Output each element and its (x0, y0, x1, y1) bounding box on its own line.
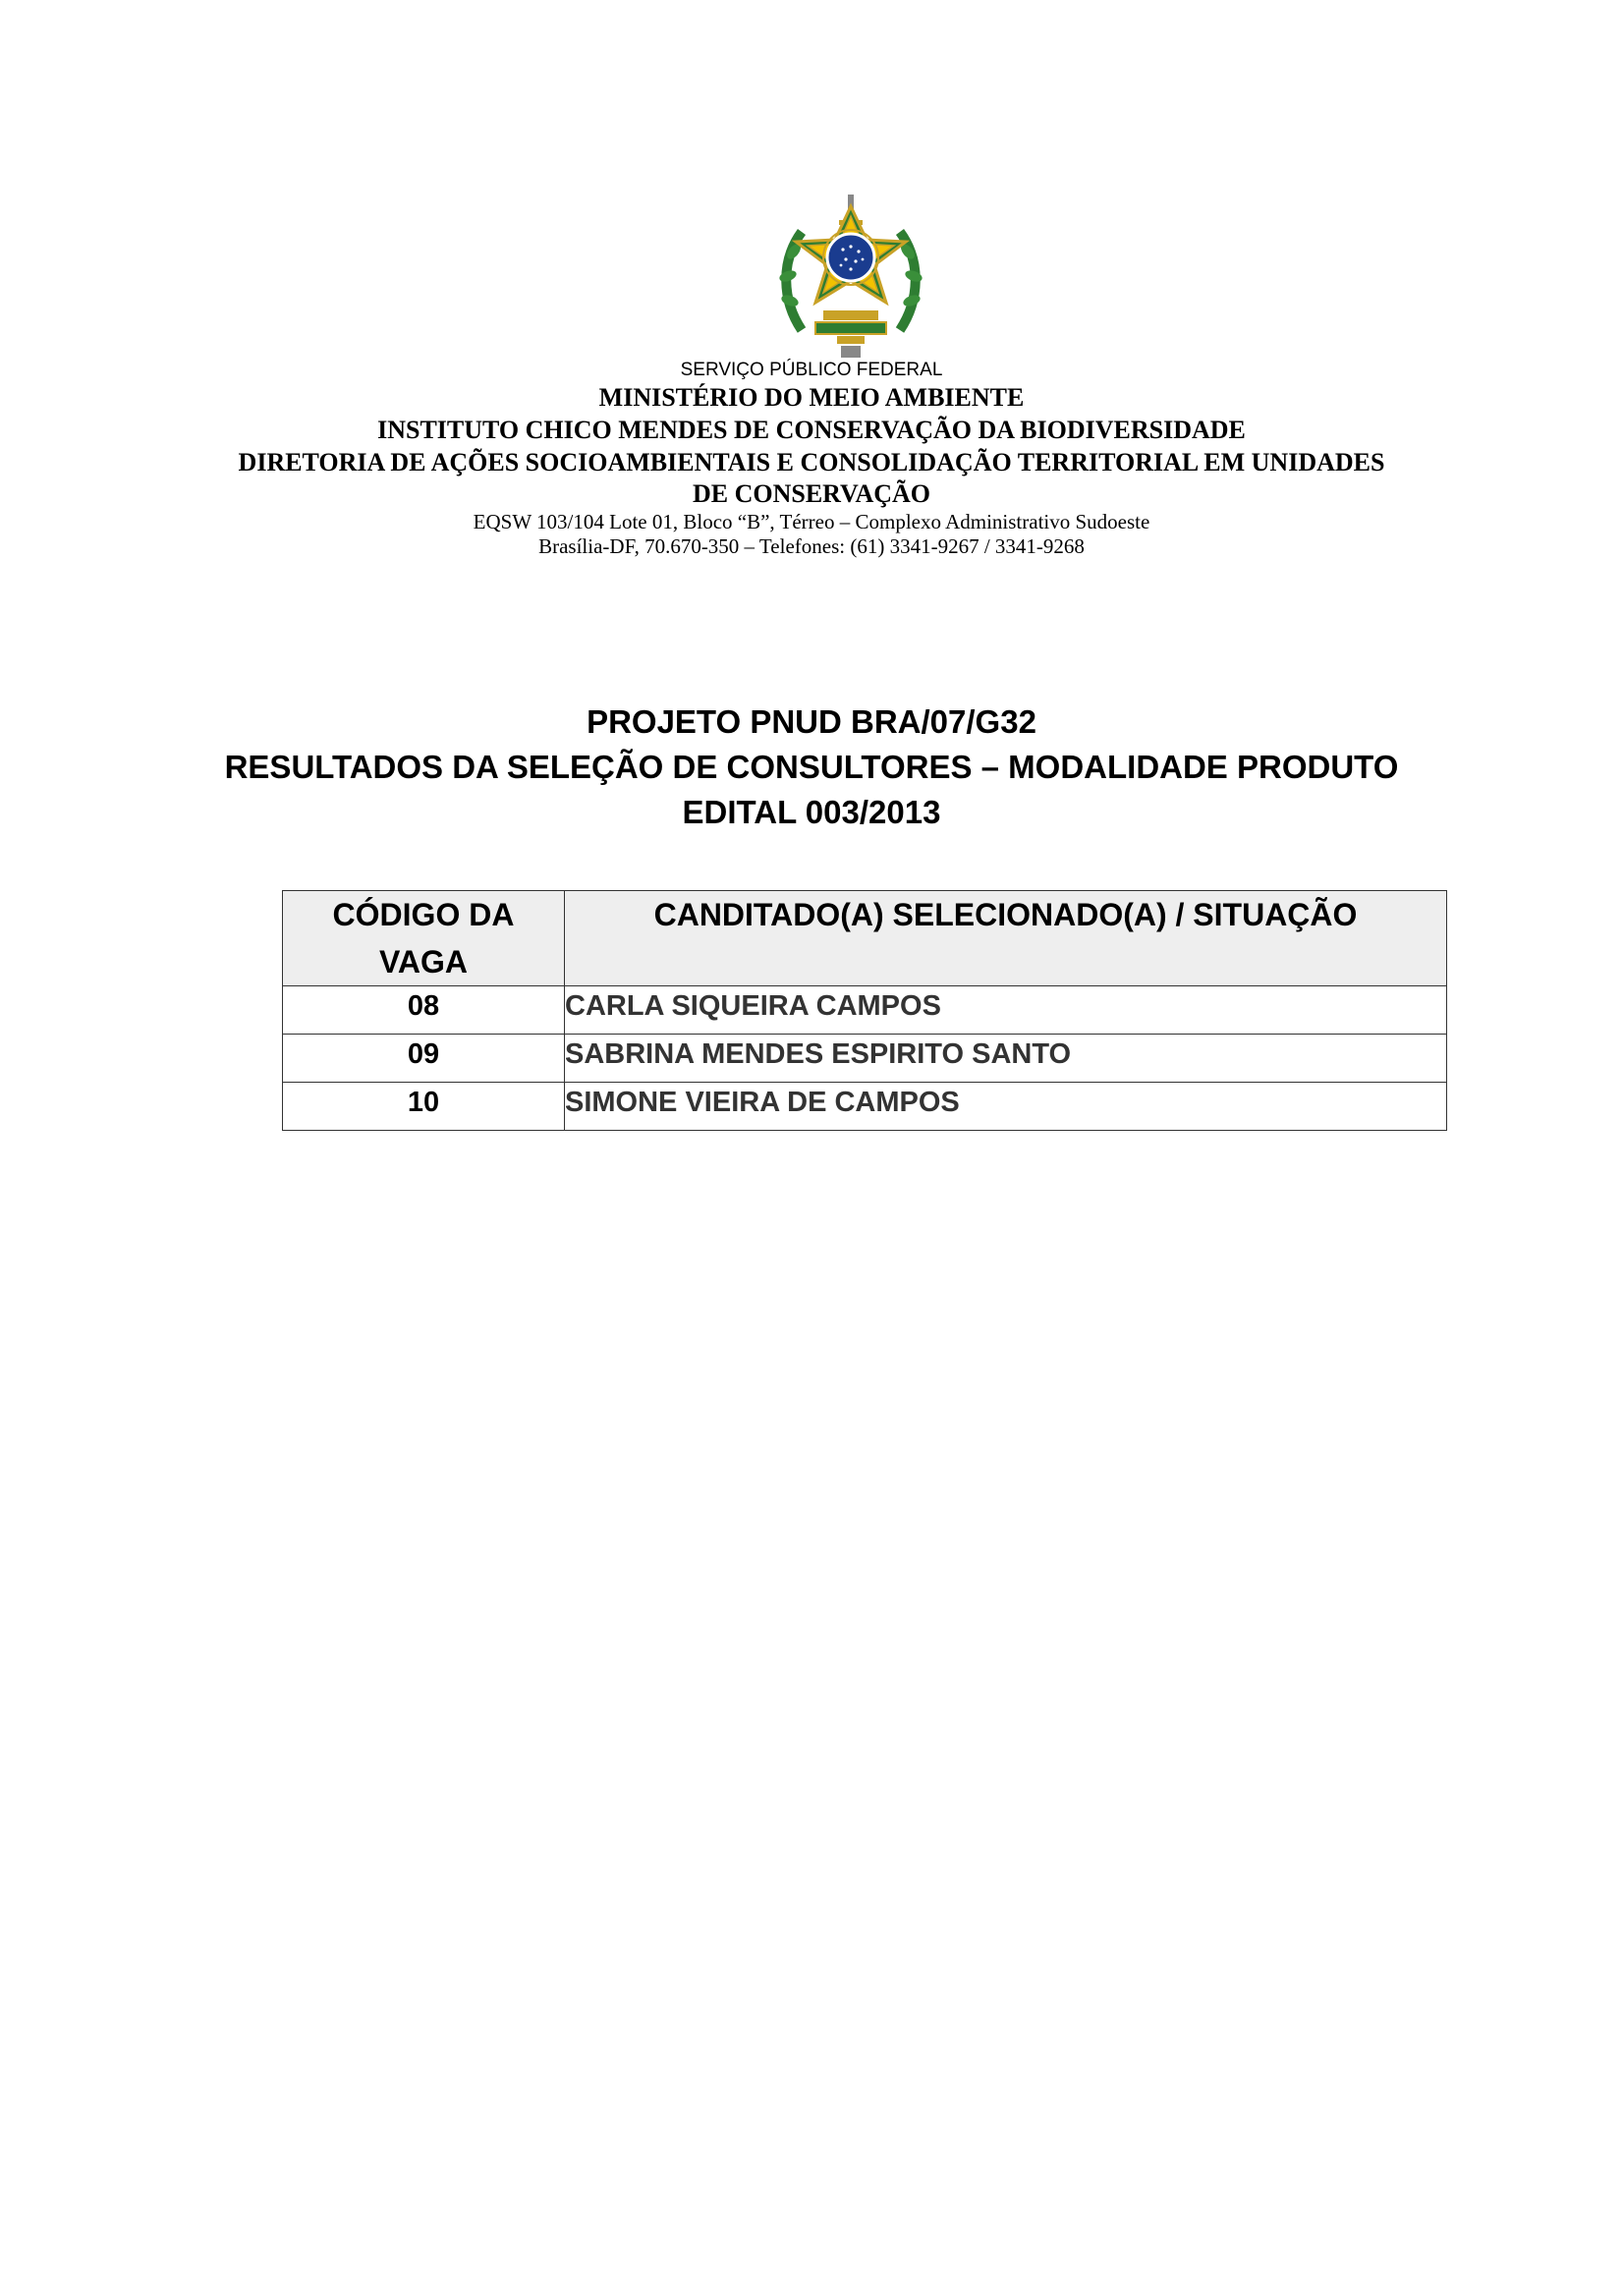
service-label: SERVIÇO PÚBLICO FEDERAL (680, 360, 943, 380)
document-title-block (0, 700, 1623, 835)
header-code (283, 891, 565, 986)
brazil-coat-of-arms-icon (772, 193, 929, 365)
vacancy-code: 09 (283, 1035, 565, 1083)
directorate-line-1: DIRETORIA DE AÇÕES SOCIOAMBIENTAIS E CONSOLIDAÇÃO TERRITORIAL EM UNIDADES (238, 448, 1385, 476)
institute-name: INSTITUTO CHICO MENDES DE CONSERVAÇÃO DA BIODIVERSIDADE (377, 416, 1246, 444)
directorate-line-2: DE CONSERVAÇÃO (692, 479, 931, 508)
address-line-2: Brasília-DF, 70.670-350 – Telefones: (61) 3341-9267 / 3341-9268 (538, 534, 1085, 558)
directorate-name (0, 447, 1623, 510)
table-row (283, 986, 1447, 1035)
table-header-row (283, 891, 1447, 986)
results-table (282, 890, 1447, 1131)
header-code-line-1: CÓDIGO DA (332, 897, 515, 932)
header-candidate: CANDITADO(A) SELECIONADO(A) / SITUAÇÃO (565, 891, 1447, 986)
table-row (283, 1035, 1447, 1083)
address-line-1: EQSW 103/104 Lote 01, Bloco “B”, Térreo – Complexo Administrativo Sudoeste (473, 510, 1150, 533)
vacancy-code: 10 (283, 1083, 565, 1131)
results-title: RESULTADOS DA SELEÇÃO DE CONSULTORES – MODALIDADE PRODUTO (224, 749, 1399, 785)
ministry-name: MINISTÉRIO DO MEIO AMBIENTE (598, 383, 1025, 412)
vacancy-code: 08 (283, 986, 565, 1035)
candidate-name: CARLA SIQUEIRA CAMPOS (565, 986, 1447, 1035)
table-row (283, 1083, 1447, 1131)
candidate-name: SIMONE VIEIRA DE CAMPOS (565, 1083, 1447, 1131)
header-code-line-2: VAGA (378, 944, 469, 980)
candidate-name: SABRINA MENDES ESPIRITO SANTO (565, 1035, 1447, 1083)
project-title: PROJETO PNUD BRA/07/G32 (587, 703, 1036, 740)
edital-title: EDITAL 003/2013 (682, 794, 941, 830)
